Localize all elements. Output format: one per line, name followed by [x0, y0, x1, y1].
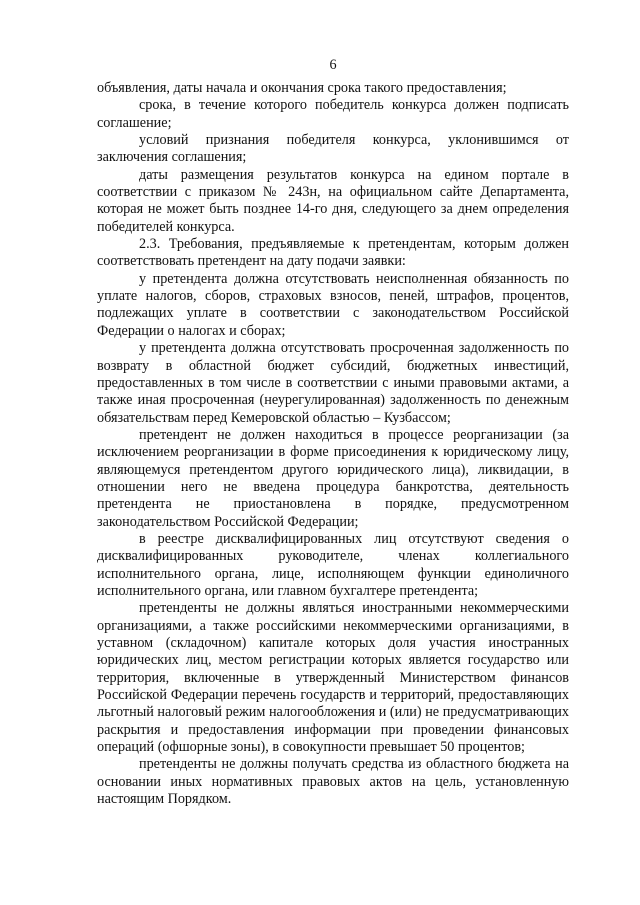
paragraph-3: условий признания победителя конкурса, уклонившимся от заключения соглашения; — [97, 132, 569, 166]
paragraph-2: срока, в течение которого победитель конкурса должен подписать соглашение; — [97, 97, 569, 131]
paragraph-4: даты размещения результатов конкурса на едином портале в соответствии с приказом № 243н, на официальном сайте Департамента, которая не может быть позднее 14-го дня, следующего за днем определения победителей конкурса. — [97, 166, 569, 235]
paragraph-10: претенденты не должны являться иностранными некоммерческими организациями, а также российскими некоммерческими организациями, в уставном (складочном) капитале которых доля участия иностранных юридических лиц, местом регистрации которых является государство или территория, включенные в утвержденный Министерством финансов Российской Федерации перечень государств и территорий, предоставляющих льготный налоговый режим налогообложения и (или) не предусматривающих раскрытия и предоставления информации при проведении финансовых операций (офшорные зоны), в совокупности превышает 50 процентов; — [97, 600, 569, 756]
document-body — [97, 80, 569, 808]
paragraph-1: объявления, даты начала и окончания срока такого предоставления; — [97, 80, 507, 96]
paragraph-9: в реестре дисквалифицированных лиц отсутствуют сведения о дисквалифицированных руководителе, членах коллегиального исполнительного органа, лице, исполняющем функции единоличного исполнительного органа, или главном бухгалтере претендента; — [97, 530, 569, 599]
page-number: 6 — [329, 57, 337, 73]
paragraph-11: претенденты не должны получать средства из областного бюджета на основании иных нормативных правовых актов на цель, установленную настоящим Порядком. — [97, 756, 569, 808]
paragraph-7: у претендента должна отсутствовать просроченная задолженность по возврату в областной бюджет субсидий, бюджетных инвестиций, предоставленных в том числе в соответствии с иными правовыми актами, а также иная просроченная (неурегулированная) задолженность по денежным обязательствам перед Кемеровской областью – Кузбассом; — [97, 340, 569, 426]
paragraph-8: претендент не должен находиться в процессе реорганизации (за исключением реорганизации в форме присоединения к юридическому лицу, являющемуся претендентом другого юридического лица), ликвидации, в отношении него не введена процедура банкротства, деятельность претендента не приостановлена в порядке, предусмотренном законодательством Российской Федерации; — [97, 426, 569, 530]
paragraph-5: 2.3. Требования, предъявляемые к претендентам, которым должен соответствовать претендент на дату подачи заявки: — [97, 236, 569, 270]
paragraph-6: у претендента должна отсутствовать неисполненная обязанность по уплате налогов, сборов, страховых взносов, пеней, штрафов, процентов, подлежащих уплате в соответствии с законодательством Российской Федерации о налогах и сборах; — [97, 270, 569, 339]
